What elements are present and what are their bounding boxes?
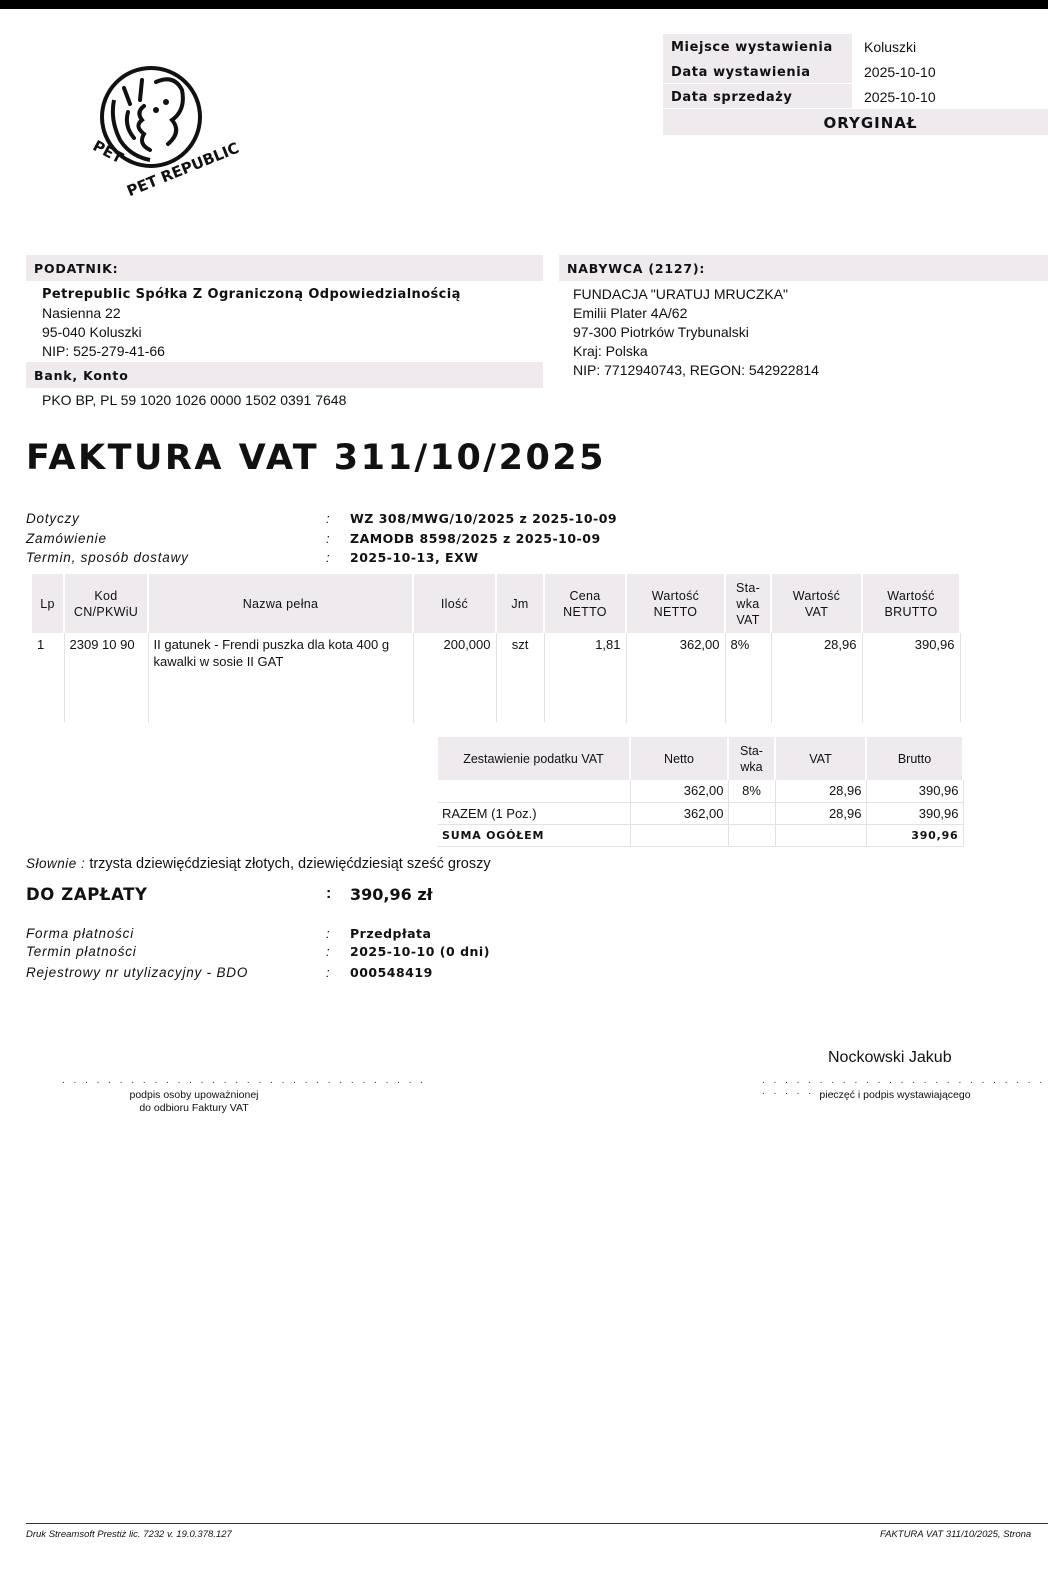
info-row [26,944,726,964]
payment-value: Przedpłata [350,926,432,941]
info-colon: : [326,965,330,980]
info-row [26,531,726,551]
bank-account: PKO BP, PL 59 1020 1026 0000 1502 0391 7648 [42,392,347,408]
sale-date-row [663,84,1048,109]
seller-header: PODATNIK: [26,255,543,281]
vat-cell: 362,00 [630,802,728,824]
vat-cell [630,824,728,846]
column-header: Brutto [866,737,963,780]
seller-city: 95-040 Koluszki [42,324,142,340]
table-row [438,780,963,802]
column-header: VAT [775,737,866,780]
to-pay-value: 390,96 zł [350,885,433,904]
issuer-name: Nockowski Jakub [828,1049,952,1066]
invoice-title: FAKTURA VAT 311/10/2025 [26,438,607,478]
vat-cell: 8% [728,780,775,802]
payment-label: Termin płatności [26,944,137,959]
seller-street: Nasienna 22 [42,305,121,321]
item-vat-rate: 8% [725,633,771,723]
payment-value: 000548419 [350,965,433,980]
logo-text: PET REPUBLIC [124,138,242,201]
footer-left: Druk Streamsoft Prestiż lic. 7232 v. 19.0.378.127 [26,1529,232,1540]
vat-cell: SUMA OGÓŁEM [438,824,630,846]
table-row [438,824,963,846]
info-row [26,965,726,985]
issue-date-value: 2025-10-10 [864,64,936,80]
column-header: Sta- wka [728,737,775,780]
column-header: Nazwa pełna [148,574,413,633]
buyer-name: FUNDACJA "URATUJ MRUCZKA" [573,286,789,302]
copy-type: ORYGINAŁ [663,109,1048,135]
signature-line-left: . . . . . . . . . . . . . . . . . . . . . . . . . . . . . . . . [62,1075,427,1086]
column-header: Kod CN/PKWiU [64,574,148,633]
payment-value: 2025-10-10 (0 dni) [350,944,490,959]
caption-line: podpis osoby upoważnionej [129,1089,259,1101]
seller-details [42,285,461,361]
column-header: Wartość VAT [771,574,862,633]
footer-divider [26,1523,1048,1524]
receiver-signature-caption [94,1089,294,1115]
top-border [0,0,1048,9]
column-header: Wartość NETTO [626,574,725,633]
info-label: Dotyczy [26,511,80,526]
item-code: 2309 10 90 [64,633,148,723]
info-row [26,511,726,531]
place-label: Miejsce wystawienia [663,34,852,59]
info-colon: : [326,926,330,941]
caption-line: do odbioru Faktury VAT [139,1102,249,1114]
info-value: WZ 308/MWG/10/2025 z 2025-10-09 [350,511,618,526]
place-row [663,34,1048,59]
info-colon: : [326,531,330,546]
info-colon: : [326,944,330,959]
vat-cell: 362,00 [630,780,728,802]
info-colon: : [326,550,330,565]
svg-text:PET: PET [89,136,127,168]
vat-cell: RAZEM (1 Poz.) [438,802,630,824]
item-name: II gatunek - Frendi puszka dla kota 400 g kawalki w sosie II GAT [148,633,413,723]
item-net-price: 1,81 [544,633,626,723]
info-label: Zamówienie [26,531,107,546]
items-table [32,574,961,723]
invoice-meta [663,34,1048,109]
info-colon: : [326,511,330,526]
bank-header: Bank, Konto [26,362,543,388]
column-header: Zestawienie podatku VAT [438,737,630,780]
info-row [26,550,726,570]
table-row [32,633,960,723]
buyer-city: 97-300 Piotrków Trybunalski [573,324,749,340]
sale-date-label: Data sprzedaży [663,84,852,108]
vat-cell: 28,96 [775,802,866,824]
info-value: ZAMODB 8598/2025 z 2025-10-09 [350,531,601,546]
to-pay [26,885,726,909]
column-header: Wartość BRUTTO [862,574,960,633]
pet-republic-logo [84,60,242,201]
column-header: Lp [32,574,64,633]
vat-header-row [438,737,963,780]
to-pay-colon: : [326,885,332,902]
column-header: Sta- wka VAT [725,574,771,633]
buyer-header: NABYWCA (2127): [559,255,1048,281]
amount-words-value: trzysta dziewięćdziesiąt złotych, dziewięćdziesiąt sześć groszy [89,856,491,872]
to-pay-label: DO ZAPŁATY [26,885,148,904]
vat-cell: 390,96 [866,824,963,846]
cat-dog-logo-icon [84,60,242,201]
seller-name: Petrepublic Spółka Z Ograniczoną Odpowiedzialnością [42,287,461,302]
item-unit: szt [496,633,544,723]
vat-cell [728,802,775,824]
payment-label: Forma płatności [26,926,135,941]
vat-cell: 390,96 [866,780,963,802]
item-qty: 200,000 [413,633,496,723]
signature-line-right: . . . . . . . . . . . . . . . . . . . . . . . . . . . . . . . . [762,1075,1046,1097]
table-row [438,802,963,824]
buyer-street: Emilii Plater 4A/62 [573,305,688,321]
sale-date-value: 2025-10-10 [864,89,936,105]
item-gross-value: 390,96 [862,633,960,723]
column-header: Ilość [413,574,496,633]
vat-cell [438,780,630,802]
vat-cell: 390,96 [866,802,963,824]
vat-cell [728,824,775,846]
column-header: Netto [630,737,728,780]
amount-words-label: Słownie : [26,856,86,871]
vat-cell: 28,96 [775,780,866,802]
vat-summary-table [438,737,964,847]
buyer-details [573,285,819,380]
info-label: Termin, sposób dostawy [26,550,189,565]
info-row [26,926,726,946]
issue-date-row [663,59,1048,84]
issue-date-label: Data wystawienia [663,59,852,83]
seller-nip: NIP: 525-279-41-66 [42,343,165,359]
column-header: Cena NETTO [544,574,626,633]
column-header: Jm [496,574,544,633]
amount-in-words [26,856,491,872]
issuer-signature-caption: pieczęć i podpis wystawiającego [819,1089,971,1101]
place-value: Koluszki [864,39,917,55]
buyer-ids: NIP: 7712940743, REGON: 542922814 [573,362,819,378]
item-net-value: 362,00 [626,633,725,723]
item-lp: 1 [32,633,64,723]
payment-label: Rejestrowy nr utylizacyjny - BDO [26,965,249,980]
item-vat-value: 28,96 [771,633,862,723]
buyer-country: Kraj: Polska [573,343,648,359]
items-header-row [32,574,960,633]
info-value: 2025-10-13, EXW [350,550,479,565]
vat-cell [775,824,866,846]
footer-right: FAKTURA VAT 311/10/2025, Strona [880,1529,1032,1540]
